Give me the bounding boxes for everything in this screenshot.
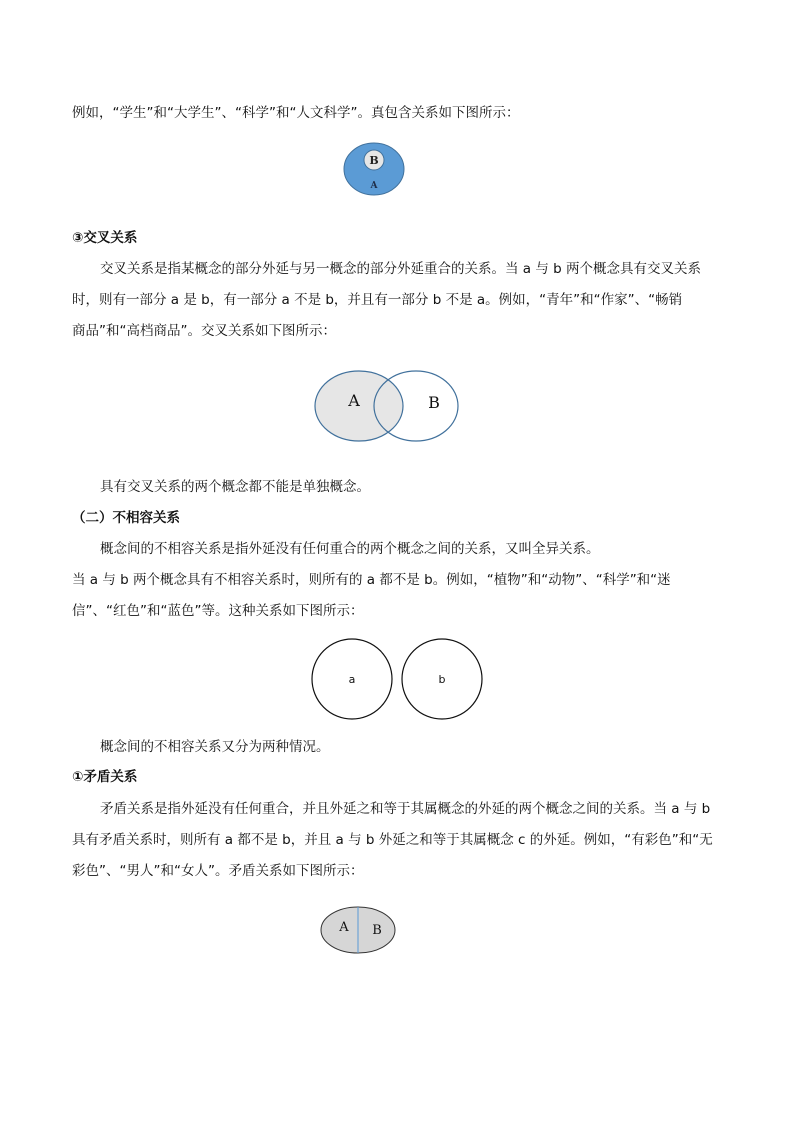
heading-contradictory-relation: ①矛盾关系 (72, 769, 138, 785)
paragraph-contradictory-line-2: 具有矛盾关系时，则所有 a 都不是 b，并且 a 与 b 外延之和等于其属概念 c 的外延。例如，“有彩色”和“无 (72, 832, 713, 848)
paragraph-contradictory-line-1: 矛盾关系是指外延没有任何重合，并且外延之和等于其属概念的外延的两个概念之间的关系。当 a 与 b (100, 801, 711, 817)
paragraph-cross-note: 具有交叉关系的两个概念都不能是单独概念。 (100, 479, 370, 495)
label-b: B (372, 923, 382, 938)
label-a: A (348, 391, 360, 410)
label-b: B (369, 154, 379, 167)
label-a: A (339, 920, 349, 935)
incompatible-relation-diagram (310, 638, 486, 722)
contradictory-relation-diagram (318, 905, 398, 955)
proper-inclusion-diagram (340, 140, 410, 198)
paragraph-contradictory-line-3: 彩色”、“男人”和“女人”。矛盾关系如下图所示： (72, 863, 364, 879)
heading-cross-relation: ③交叉关系 (72, 230, 138, 246)
paragraph-cross-line-3: 商品”和“高档商品”。交叉关系如下图所示： (72, 323, 336, 339)
paragraph-incompatible-line-2: 当 a 与 b 两个概念具有不相容关系时，则所有的 a 都不是 b。例如，“植物”和“动物”、“科学”和“迷 (72, 572, 671, 588)
label-a: A (370, 181, 378, 191)
paragraph-proper-inclusion: 例如，“学生”和“大学生”、“科学”和“人文科学”。真包含关系如下图所示： (72, 105, 520, 121)
label-b: b (438, 673, 446, 686)
paragraph-incompatible-note: 概念间的不相容关系又分为两种情况。 (100, 739, 330, 755)
heading-incompatible-relation: （二）不相容关系 (72, 510, 180, 526)
paragraph-cross-line-1: 交叉关系是指某概念的部分外延与另一概念的部分外延重合的关系。当 a 与 b 两个概念具有交叉关系 (100, 261, 702, 277)
label-a: a (348, 673, 356, 686)
paragraph-cross-line-2: 时，则有一部分 a 是 b，有一部分 a 不是 b，并且有一部分 b 不是 a。例如，“青年”和“作家”、“畅销 (72, 292, 683, 308)
label-b: B (428, 393, 440, 412)
cross-relation-diagram (314, 368, 462, 444)
paragraph-incompatible-line-3: 信”、“红色”和“蓝色”等。这种关系如下图所示： (72, 603, 364, 619)
paragraph-incompatible-line-1: 概念间的不相容关系是指外延没有任何重合的两个概念之间的关系，又叫全异关系。 (100, 541, 600, 557)
